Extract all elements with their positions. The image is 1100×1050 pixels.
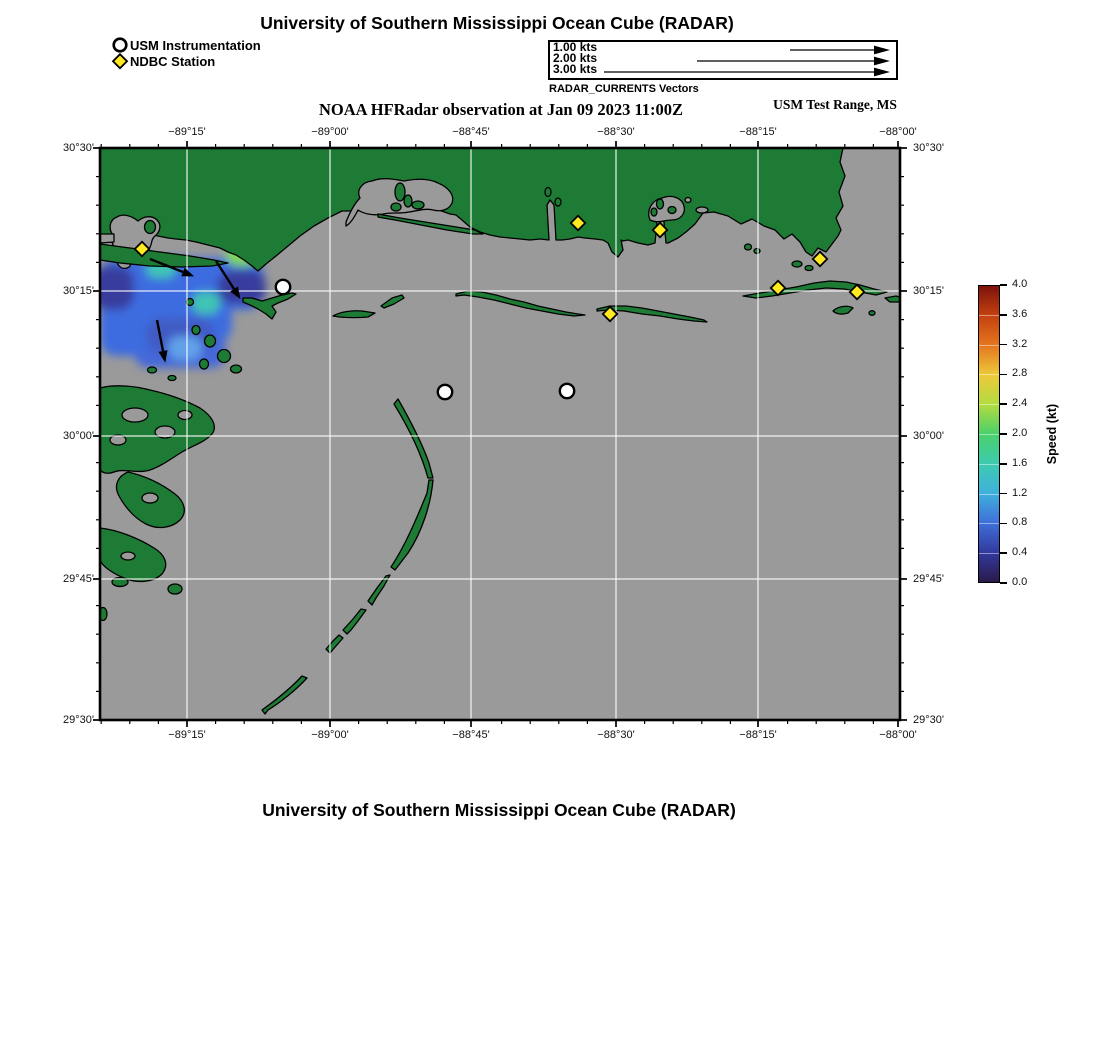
islet [200,359,209,369]
delta-islet [754,249,760,254]
colorbar-gridline [979,553,999,554]
colorbar-tick [1000,463,1007,465]
lagoon-islet [391,203,401,211]
marsh-pond [122,408,148,422]
small-lake [696,207,708,213]
marsh-fragment [168,584,182,594]
symbol-legend [107,33,307,71]
bottom-title: University of Southern Mississippi Ocean Cube (RADAR) [262,800,736,820]
backbay-islet [668,207,676,214]
vector-scale-box [548,40,898,80]
colorbar-tick-label: 1.6 [1012,456,1028,469]
inlet-islet [545,188,551,197]
marsh-pond [178,411,192,420]
axis-tick-label: 29°45' [913,572,944,585]
colorbar-gridline [979,315,999,316]
axis-tick-label: −89°00' [311,729,349,741]
axis-tick-label: −89°15' [168,126,206,138]
colorbar-tick-label: 0.0 [1012,576,1028,588]
colorbar-tick [1000,523,1007,525]
islet [205,335,216,347]
colorbar-tick [1000,403,1007,405]
islet [192,326,200,335]
colorbar-tick-label: 2.4 [1012,397,1028,410]
colorbar-gridline [979,374,999,375]
vectors-caption: RADAR_CURRENTS Vectors [549,83,699,95]
ndbc-station-icon [113,54,127,68]
axis-tick-label: −88°15' [739,126,777,138]
islet [231,365,242,373]
axis-tick-label: −88°00' [879,729,917,741]
lagoon-islet [395,183,405,201]
marsh-pond [142,493,158,503]
axis-tick-label: 29°30' [63,713,94,726]
colorbar-tick-label: 3.2 [1012,337,1028,350]
axis-tick-label: −88°45' [452,126,490,138]
colorbar-tick [1000,433,1007,435]
axis-tick-label: 30°00' [913,429,944,442]
west-bay-channel [100,234,114,243]
delta-islet [745,244,752,250]
backbay-islet [657,199,664,209]
delta-islet [805,266,813,271]
colorbar-tick-label: 1.2 [1012,486,1028,499]
axis-tick-label: −88°15' [739,729,777,741]
legend-label-usm: USM Instrumentation [130,38,261,53]
axis-tick-label: −88°00' [879,126,917,138]
usm-instrumentation-marker [276,280,290,294]
axis-tick-label: −88°45' [452,729,490,741]
axis-tick-label: 30°30' [913,141,944,154]
axis-tick-label: 29°30' [913,713,944,726]
usm-instrumentation-icon [114,39,127,52]
colorbar-tick-label: 0.8 [1012,516,1028,529]
axis-tick-label: 30°00' [63,429,94,442]
colorbar-gridline [979,523,999,524]
island-bit [869,311,875,316]
colorbar-tick-label: 2.8 [1012,367,1028,380]
axis-tick-label: −88°30' [597,729,635,741]
marsh-pond [121,552,135,560]
axis-tick-label: 30°15' [63,284,94,297]
legend-label-ndbc: NDBC Station [130,54,216,69]
vector-scale-entry-label: 2.00 kts [553,51,598,65]
colorbar-gridline [979,494,999,495]
axis-tick-label: −89°15' [168,729,206,741]
colorbar-tick [1000,582,1007,584]
axis-tick-label: −88°30' [597,126,635,138]
test-range-label: USM Test Range, MS [773,97,897,112]
vector-scale-entry-label: 3.00 kts [553,62,598,76]
colorbar-tick-label: 0.4 [1012,546,1028,559]
lagoon-islet [404,195,412,207]
colorbar-tick-label: 2.0 [1012,427,1028,439]
axis-tick-label: 30°30' [63,141,94,154]
colorbar-tick-label: 3.6 [1012,307,1028,320]
usm-instrumentation-marker [560,384,574,398]
colorbar-gridline [979,404,999,405]
colorbar-gridline [979,434,999,435]
axis-tick-label: −89°00' [311,126,349,138]
islet [148,367,157,373]
colorbar-tick [1000,552,1007,554]
usm-instrumentation-marker [438,385,452,399]
colorbar-gridline [979,464,999,465]
colorbar-tick [1000,374,1007,376]
colorbar-tick [1000,284,1007,286]
islet [218,350,231,363]
vector-scale-entry-label: 1.00 kts [553,40,598,54]
islet [168,376,176,381]
colorbar-tick-label: 4.0 [1012,278,1028,290]
small-lake [685,198,691,203]
colorbar-label: Speed (kt) [1045,403,1059,465]
colorbar-gridline [979,345,999,346]
axis-tick-label: 29°45' [63,572,94,585]
delta-islet [792,261,802,267]
colorbar-tick [1000,314,1007,316]
bay-islet [145,221,156,234]
colorbar-tick [1000,493,1007,495]
colorbar-tick [1000,344,1007,346]
observation-title: NOAA HFRadar observation at Jan 09 2023 11:00Z [318,100,684,119]
page-title: University of Southern Mississippi Ocean Cube (RADAR) [260,13,734,33]
map-canvas [100,148,900,720]
vector-scale-arrows [550,42,895,77]
axis-tick-label: 30°15' [913,284,944,297]
inlet-islet [555,198,561,206]
backbay-islet [651,208,657,216]
lagoon-islet [412,201,424,209]
